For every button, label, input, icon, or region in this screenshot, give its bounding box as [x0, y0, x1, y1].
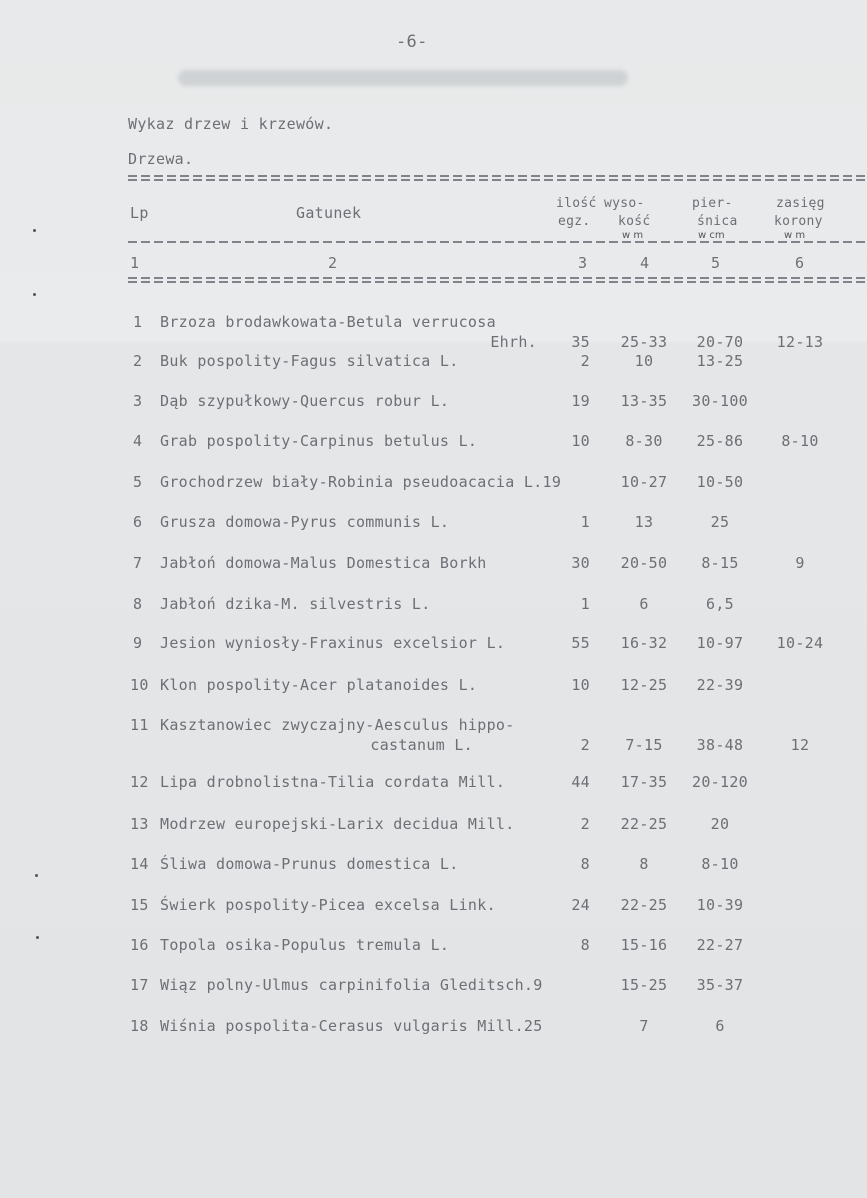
- row-quantity: 2: [580, 815, 590, 833]
- column-number-6: 6: [795, 254, 805, 272]
- row-species: Dąb szypułkowy-Quercus robur L.: [160, 392, 450, 410]
- row-crown: 9: [795, 554, 805, 572]
- section-subtitle: Drzewa.: [128, 150, 194, 168]
- unit-zasieg: w m: [784, 230, 806, 241]
- row-dbh: 20: [710, 815, 730, 833]
- row-species: Modrzew europejski-Larix decidua Mill.: [160, 815, 515, 833]
- row-height: 13: [634, 513, 654, 531]
- row-crown: 12: [790, 736, 810, 754]
- row-height: 12-25: [620, 676, 668, 694]
- row-height: 7: [639, 1017, 649, 1035]
- margin-mark: [35, 874, 38, 877]
- row-species: Lipa drobnolistna-Tilia cordata Mill.: [160, 773, 506, 791]
- row-species: Klon pospolity-Acer platanoides L.: [160, 676, 478, 694]
- margin-mark: [36, 936, 39, 939]
- row-dbh: 20-120: [692, 773, 748, 791]
- header-rule-top: [128, 175, 867, 181]
- row-lp: 17: [130, 976, 149, 994]
- row-dbh: 8-10: [701, 855, 739, 873]
- row-dbh: 6,5: [706, 595, 734, 613]
- row-height: 20-50: [620, 554, 668, 572]
- row-species: Wiąz polny-Ulmus carpinifolia Gleditsch.9: [160, 976, 543, 994]
- row-dbh: 30-100: [692, 392, 748, 410]
- row-lp: 18: [130, 1017, 149, 1035]
- row-crown: 10-24: [776, 634, 824, 652]
- row-height: 22-25: [620, 896, 668, 914]
- row-species: Grochodrzew biały-Robinia pseudoacacia L.19: [160, 473, 562, 491]
- row-dbh: 10-39: [696, 896, 744, 914]
- row-species: Grab pospolity-Carpinus betulus L.: [160, 432, 478, 450]
- row-lp: 9: [133, 634, 143, 652]
- row-height: 8: [639, 855, 649, 873]
- header-ilosc-1: ilość: [556, 196, 597, 211]
- row-species: Śliwa domowa-Prunus domestica L.: [160, 855, 459, 873]
- row-dbh: 22-27: [696, 936, 744, 954]
- row-height: 22-25: [620, 815, 668, 833]
- header-zasieg-2: korony: [774, 214, 823, 229]
- row-lp: 13: [130, 815, 149, 833]
- row-quantity: 30: [571, 554, 590, 572]
- row-species: Świerk pospolity-Picea excelsa Link.: [160, 896, 496, 914]
- row-dbh: 8-15: [701, 554, 739, 572]
- row-crown: 12-13: [776, 333, 824, 351]
- row-lp: 1: [133, 313, 143, 331]
- row-lp: 6: [133, 513, 143, 531]
- row-dbh: 25: [710, 513, 730, 531]
- row-species: Wiśnia pospolita-Cerasus vulgaris Mill.25: [160, 1017, 543, 1035]
- row-quantity: 10: [571, 676, 590, 694]
- row-lp: 14: [130, 855, 149, 873]
- column-number-2: 2: [328, 254, 338, 272]
- row-quantity: 55: [571, 634, 590, 652]
- row-quantity: 8: [580, 936, 590, 954]
- header-gatunek: Gatunek: [296, 204, 362, 222]
- row-dbh: 25-86: [696, 432, 744, 450]
- row-height: 8-30: [625, 432, 663, 450]
- row-lp: 11: [130, 716, 149, 734]
- row-height: 6: [639, 595, 649, 613]
- row-height: 13-35: [620, 392, 668, 410]
- row-quantity: 8: [580, 855, 590, 873]
- header-zasieg-1: zasięg: [776, 196, 825, 211]
- header-wysokosc-2: kość: [618, 214, 651, 229]
- document-title: Wykaz drzew i krzewów.: [128, 115, 334, 133]
- row-quantity: 35: [571, 333, 590, 351]
- row-lp: 16: [130, 936, 149, 954]
- row-quantity: 24: [571, 896, 590, 914]
- row-lp: 12: [130, 773, 149, 791]
- row-quantity: 2: [580, 352, 590, 370]
- row-lp: 10: [130, 676, 149, 694]
- row-dbh: 20-70: [696, 333, 744, 351]
- header-rule-bottom: [128, 277, 867, 283]
- row-height: 15-25: [620, 976, 668, 994]
- row-height: 25-33: [620, 333, 668, 351]
- row-dbh: 10-97: [696, 634, 744, 652]
- unit-wysokosc: w m: [622, 230, 644, 241]
- row-quantity: 2: [580, 736, 590, 754]
- row-lp: 5: [133, 473, 143, 491]
- row-dbh: 38-48: [696, 736, 744, 754]
- redacted-line: [178, 70, 628, 86]
- row-lp: 2: [133, 352, 143, 370]
- row-species: Jabłoń dzika-M. silvestris L.: [160, 595, 431, 613]
- row-dbh: 22-39: [696, 676, 744, 694]
- row-quantity: 1: [580, 595, 590, 613]
- header-rule-middle: [128, 241, 867, 243]
- row-lp: 8: [133, 595, 143, 613]
- column-number-3: 3: [578, 254, 588, 272]
- margin-mark: [33, 293, 36, 296]
- row-species: Jesion wyniosły-Fraxinus excelsior L.: [160, 634, 506, 652]
- header-ilosc-2: egz.: [558, 214, 591, 229]
- row-species: Jabłoń domowa-Malus Domestica Borkh: [160, 554, 487, 572]
- row-quantity: 1: [580, 513, 590, 531]
- column-number-4: 4: [640, 254, 650, 272]
- row-quantity: 44: [571, 773, 590, 791]
- row-dbh: 35-37: [696, 976, 744, 994]
- row-species: Grusza domowa-Pyrus communis L.: [160, 513, 450, 531]
- row-height: 10: [634, 352, 654, 370]
- row-quantity: 19: [571, 392, 590, 410]
- column-number-5: 5: [711, 254, 721, 272]
- row-lp: 7: [133, 554, 143, 572]
- column-number-1: 1: [130, 254, 140, 272]
- row-quantity: 10: [571, 432, 590, 450]
- margin-mark: [33, 229, 36, 232]
- row-height: 15-16: [620, 936, 668, 954]
- header-piersnica-1: pier-: [692, 196, 733, 211]
- row-lp: 3: [133, 392, 143, 410]
- row-species: Topola osika-Populus tremula L.: [160, 936, 450, 954]
- header-wysokosc-1: wyso-: [604, 196, 645, 211]
- unit-piersnica: w cm: [698, 230, 725, 241]
- row-dbh: 6: [715, 1017, 725, 1035]
- header-lp: Lp: [130, 204, 149, 222]
- row-height: 10-27: [620, 473, 668, 491]
- row-height: 7-15: [625, 736, 663, 754]
- row-lp: 15: [130, 896, 149, 914]
- row-species: Kasztanowiec zwyczajny-Aesculus hippo-: [160, 716, 515, 734]
- row-height: 17-35: [620, 773, 668, 791]
- row-species-cont: Ehrh.: [490, 333, 537, 351]
- header-piersnica-2: śnica: [697, 214, 738, 229]
- row-species: Buk pospolity-Fagus silvatica L.: [160, 352, 459, 370]
- row-species-cont: castanum L.: [370, 736, 473, 754]
- row-height: 16-32: [620, 634, 668, 652]
- row-crown: 8-10: [781, 432, 819, 450]
- row-dbh: 10-50: [696, 473, 744, 491]
- row-dbh: 13-25: [696, 352, 744, 370]
- row-species: Brzoza brodawkowata-Betula verrucosa: [160, 313, 496, 331]
- row-lp: 4: [133, 432, 143, 450]
- page-number: -6-: [396, 32, 428, 52]
